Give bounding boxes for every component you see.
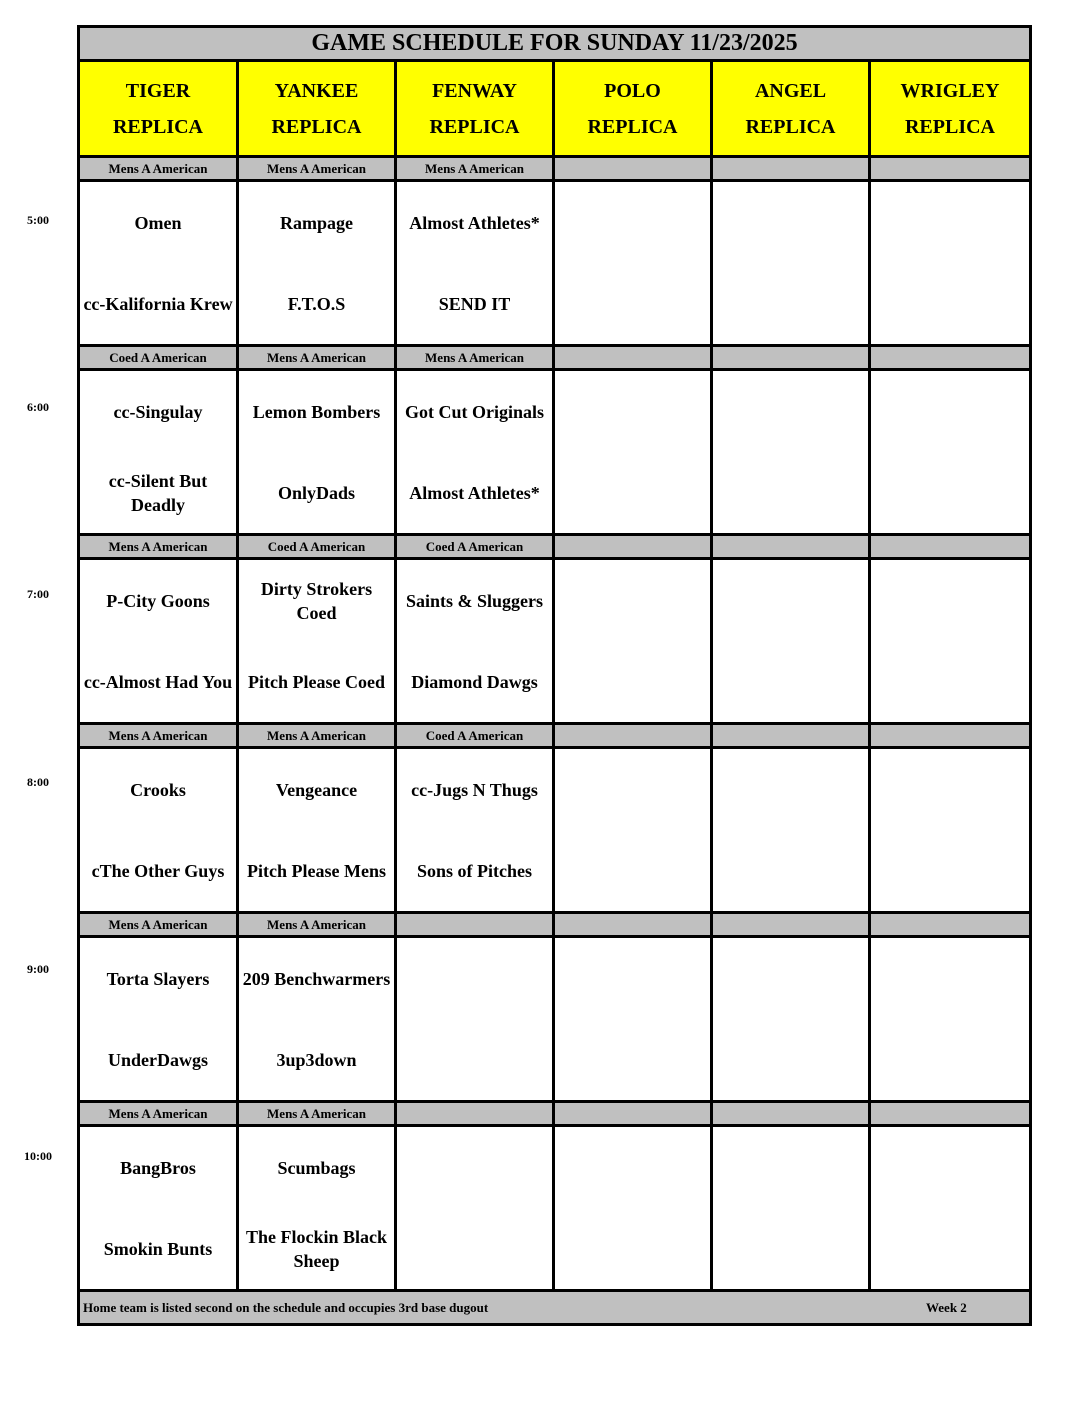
division-label: [554, 157, 712, 181]
game-row: [79, 748, 1031, 913]
home-team: cc-Silent But Deadly: [108, 470, 208, 515]
game-cell: [238, 181, 396, 346]
away-team: [713, 1127, 868, 1208]
division-label: [712, 157, 870, 181]
away-team: [713, 560, 868, 641]
game-cell: [79, 181, 238, 346]
home-team: [555, 641, 710, 722]
game-cell: [554, 559, 712, 724]
week-label: Week 2: [926, 1300, 967, 1315]
game-cell: [238, 370, 396, 535]
division-label: Mens A American: [79, 724, 238, 748]
game-cell: [712, 748, 870, 913]
away-team: [555, 749, 710, 830]
home-team: [871, 452, 1029, 533]
away-team: P-City Goons: [106, 590, 210, 611]
game-cell: [712, 370, 870, 535]
division-label: [870, 535, 1031, 559]
game-cell: [870, 559, 1031, 724]
away-team: Got Cut Originals: [404, 401, 544, 422]
away-team: cc-Singulay: [113, 401, 203, 422]
division-row: [79, 724, 1031, 748]
division-label: Mens A American: [79, 1102, 238, 1126]
time-label: 5:00: [27, 213, 49, 227]
home-team: [555, 452, 710, 533]
division-label: Mens A American: [238, 724, 396, 748]
game-cell: [238, 748, 396, 913]
away-team: [871, 749, 1029, 830]
away-team: BangBros: [120, 1157, 196, 1178]
home-team: [555, 830, 710, 911]
game-cell: [870, 181, 1031, 346]
division-label: Mens A American: [79, 913, 238, 937]
home-team: [871, 830, 1029, 911]
home-team: Smokin Bunts: [103, 1238, 213, 1259]
away-team: Crooks: [130, 779, 186, 800]
field-subtitle: REPLICA: [745, 115, 836, 138]
away-team: [397, 938, 552, 1019]
away-team: [555, 371, 710, 452]
division-label: [396, 913, 554, 937]
home-team: [713, 1208, 868, 1289]
division-label: [712, 535, 870, 559]
game-cell: [712, 559, 870, 724]
page-title: GAME SCHEDULE FOR SUNDAY 11/23/2025: [79, 27, 1031, 61]
home-team: [871, 1019, 1029, 1100]
division-label: [870, 1102, 1031, 1126]
field-header-1: [238, 61, 396, 157]
home-team: [713, 641, 868, 722]
away-team: [555, 560, 710, 641]
game-cell: [79, 559, 238, 724]
division-label: [870, 157, 1031, 181]
division-label: Mens A American: [396, 346, 554, 370]
home-team: [555, 1019, 710, 1100]
home-team: F.T.O.S: [287, 293, 346, 314]
field-header-0: [79, 61, 238, 157]
field-header-3: [554, 61, 712, 157]
time-label: 9:00: [27, 962, 49, 976]
game-cell: [870, 370, 1031, 535]
division-label: Mens A American: [396, 157, 554, 181]
field-name: YANKEE: [274, 79, 359, 102]
field-subtitle: REPLICA: [904, 115, 995, 138]
schedule-sheet: [77, 25, 1029, 1326]
home-team: [871, 641, 1029, 722]
division-label: [712, 1102, 870, 1126]
footer-bar: [79, 1291, 1031, 1325]
away-team: [713, 938, 868, 1019]
home-team: Diamond Dawgs: [411, 671, 538, 692]
away-team: [713, 371, 868, 452]
field-subtitle: REPLICA: [271, 115, 362, 138]
home-team: [397, 1019, 552, 1100]
time-label: 8:00: [27, 775, 49, 789]
home-team: cc-Kalifornia Krew: [83, 293, 233, 314]
division-label: Mens A American: [238, 913, 396, 937]
home-team: OnlyDads: [277, 482, 356, 503]
game-cell: [79, 937, 238, 1102]
home-team: cThe Other Guys: [91, 860, 225, 881]
division-label: [712, 346, 870, 370]
home-team: The Flockin Black Sheep: [245, 1226, 388, 1271]
division-label: Mens A American: [238, 1102, 396, 1126]
away-team: [555, 1127, 710, 1208]
field-subtitle: REPLICA: [587, 115, 678, 138]
game-cell: [712, 181, 870, 346]
game-cell: [870, 1126, 1031, 1291]
division-label: Mens A American: [79, 157, 238, 181]
home-team: [555, 263, 710, 344]
away-team: [871, 371, 1029, 452]
game-cell: [870, 748, 1031, 913]
schedule-table: [77, 25, 1032, 1326]
division-row: [79, 1102, 1031, 1126]
home-team: Sons of Pitches: [416, 860, 532, 881]
field-name: WRIGLEY: [900, 79, 1000, 102]
division-row: [79, 157, 1031, 181]
time-label: 7:00: [27, 587, 49, 601]
division-label: [554, 913, 712, 937]
away-team: Rampage: [280, 212, 353, 233]
away-team: Dirty Strokers Coed: [260, 578, 373, 623]
division-label: Coed A American: [79, 346, 238, 370]
division-row: [79, 535, 1031, 559]
home-team: [713, 1019, 868, 1100]
home-team: [713, 830, 868, 911]
game-cell: [396, 1126, 554, 1291]
home-team: [871, 1208, 1029, 1289]
division-label: Coed A American: [238, 535, 396, 559]
away-team: [713, 182, 868, 263]
away-team: Scumbags: [277, 1157, 356, 1178]
division-label: Mens A American: [238, 157, 396, 181]
game-cell: [238, 559, 396, 724]
division-label: [554, 724, 712, 748]
away-team: Saints & Sluggers: [405, 590, 544, 611]
game-cell: [396, 370, 554, 535]
game-cell: [712, 937, 870, 1102]
game-cell: [396, 748, 554, 913]
division-label: [870, 346, 1031, 370]
away-team: Vengeance: [275, 779, 358, 800]
game-cell: [554, 370, 712, 535]
division-row: [79, 346, 1031, 370]
division-label: [396, 1102, 554, 1126]
game-cell: [79, 1126, 238, 1291]
game-row: [79, 181, 1031, 346]
game-row: [79, 1126, 1031, 1291]
field-subtitle: REPLICA: [112, 115, 203, 138]
away-team: [871, 938, 1029, 1019]
division-label: Mens A American: [238, 346, 396, 370]
game-cell: [238, 1126, 396, 1291]
division-label: [554, 1102, 712, 1126]
home-team: SEND IT: [438, 293, 511, 314]
away-team: [871, 560, 1029, 641]
field-subtitle: REPLICA: [429, 115, 520, 138]
division-label: Mens A American: [79, 535, 238, 559]
game-row: [79, 370, 1031, 535]
away-team: cc-Jugs N Thugs: [411, 779, 538, 800]
home-team: 3up3down: [276, 1049, 357, 1070]
game-row: [79, 937, 1031, 1102]
away-team: 209 Benchwarmers: [242, 968, 391, 989]
game-cell: [712, 1126, 870, 1291]
division-label: Coed A American: [396, 724, 554, 748]
division-row: [79, 913, 1031, 937]
division-label: Coed A American: [396, 535, 554, 559]
away-team: Omen: [134, 212, 182, 233]
home-team: [871, 263, 1029, 344]
game-row: [79, 559, 1031, 724]
game-cell: [554, 1126, 712, 1291]
home-team: [397, 1208, 552, 1289]
game-cell: [79, 370, 238, 535]
away-team: [871, 182, 1029, 263]
game-cell: [396, 937, 554, 1102]
game-cell: [870, 937, 1031, 1102]
home-team: Almost Athletes*: [409, 482, 540, 503]
division-label: [712, 724, 870, 748]
time-label: 10:00: [24, 1149, 52, 1163]
time-label: 6:00: [27, 400, 49, 414]
game-cell: [554, 181, 712, 346]
field-header-4: [712, 61, 870, 157]
away-team: [555, 938, 710, 1019]
away-team: [555, 182, 710, 263]
division-label: [554, 535, 712, 559]
field-name: TIGER: [125, 79, 191, 102]
home-team: [713, 263, 868, 344]
home-team: Pitch Please Coed: [248, 671, 385, 692]
division-label: [870, 913, 1031, 937]
division-label: [870, 724, 1031, 748]
away-team: Lemon Bombers: [252, 401, 381, 422]
home-team: Pitch Please Mens: [247, 860, 386, 881]
home-team: UnderDawgs: [107, 1049, 208, 1070]
field-name: FENWAY: [432, 79, 517, 102]
away-team: [397, 1127, 552, 1208]
field-name: POLO: [604, 79, 661, 102]
field-header-5: [870, 61, 1031, 157]
game-cell: [554, 937, 712, 1102]
home-team: [713, 452, 868, 533]
away-team: [713, 749, 868, 830]
game-cell: [396, 181, 554, 346]
field-name: ANGEL: [754, 79, 827, 102]
home-team: cc-Almost Had You: [83, 671, 233, 692]
division-label: [712, 913, 870, 937]
game-cell: [554, 748, 712, 913]
home-team-note: Home team is listed second on the schedule and occupies 3rd base dugout: [83, 1300, 489, 1315]
home-team: [555, 1208, 710, 1289]
away-team: Torta Slayers: [106, 968, 210, 989]
division-label: [554, 346, 712, 370]
away-team: Almost Athletes*: [409, 212, 540, 233]
away-team: [871, 1127, 1029, 1208]
game-cell: [396, 559, 554, 724]
game-cell: [79, 748, 238, 913]
game-cell: [238, 937, 396, 1102]
field-header-2: [396, 61, 554, 157]
